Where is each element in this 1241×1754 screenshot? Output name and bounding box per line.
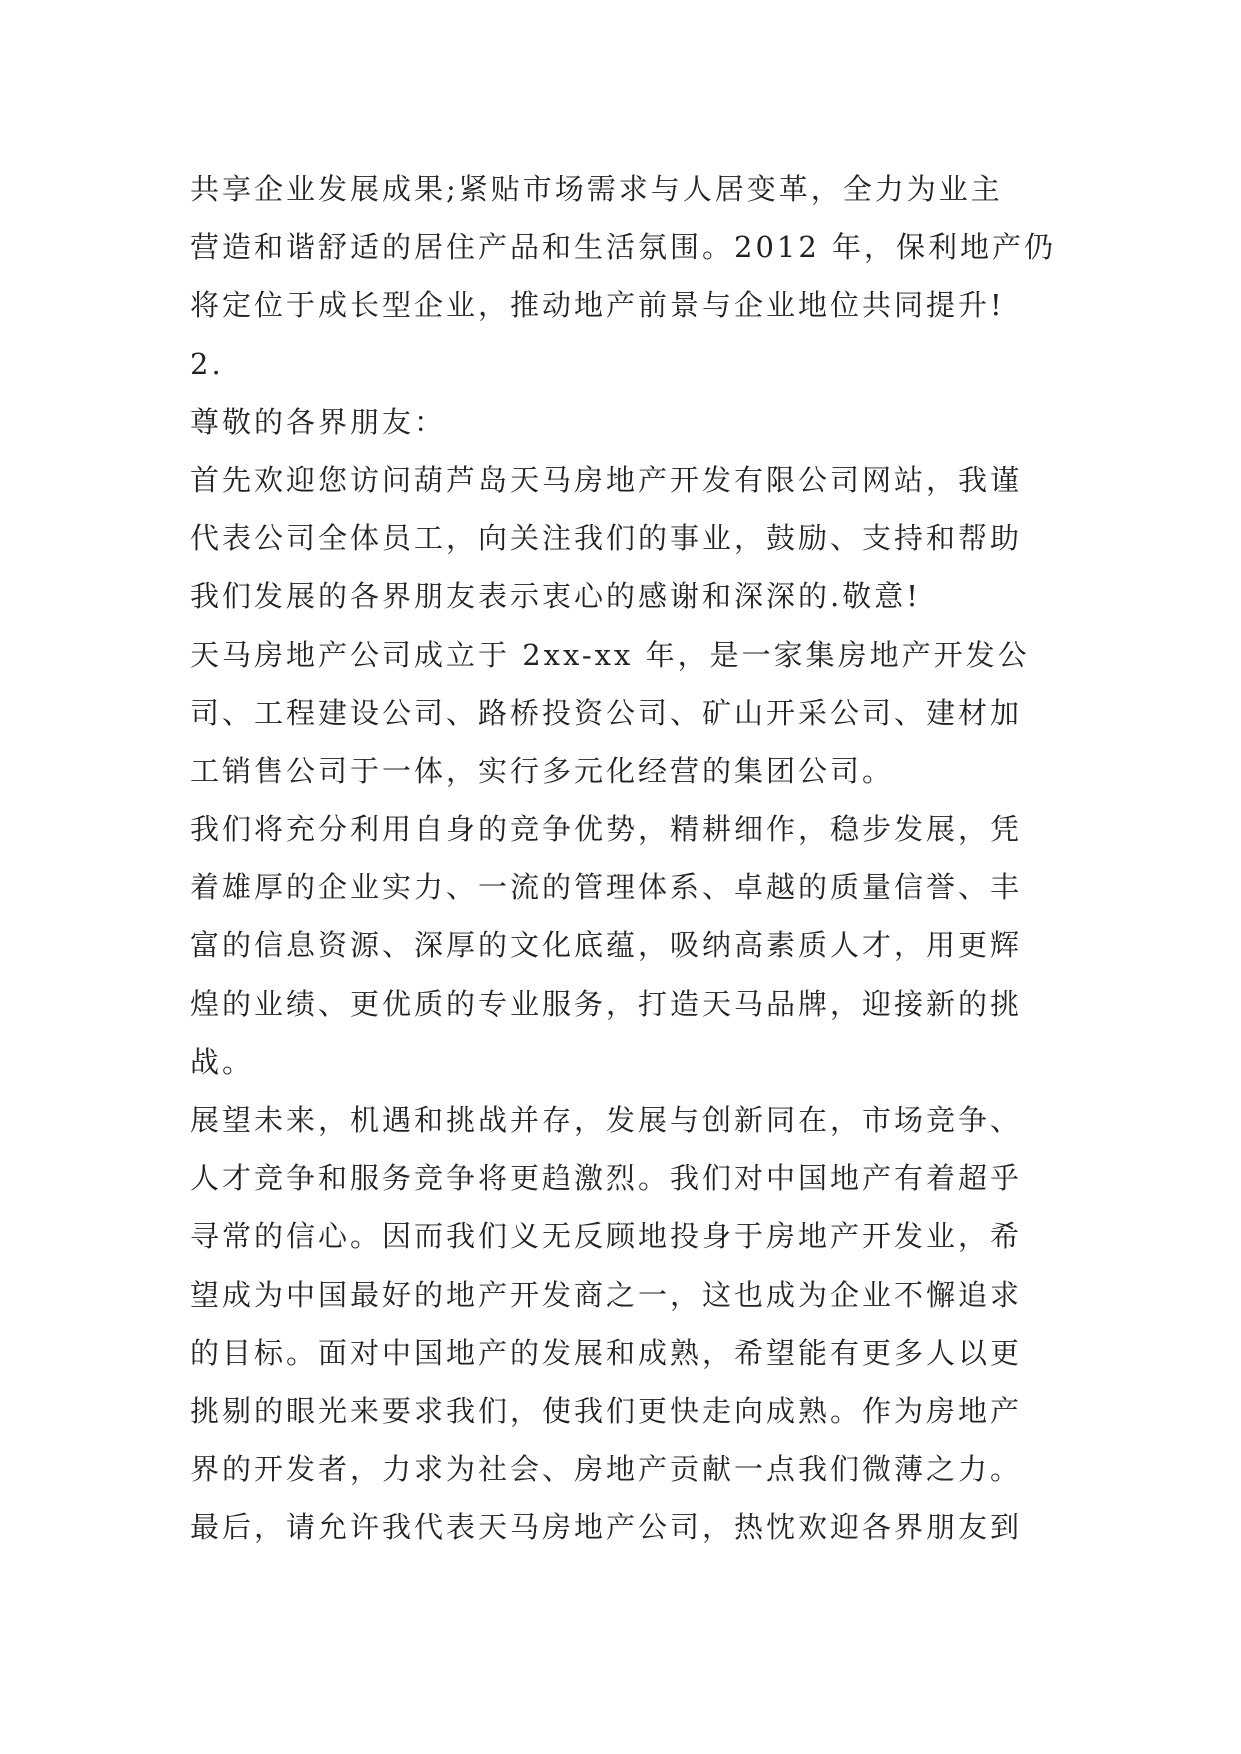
text-line: 煌的业绩、更优质的专业服务，打造天马品牌，迎接新的挑 (190, 986, 1023, 1021)
text-line: 营造和谐舒适的居住产品和生活氛围。2012 年，保利地产仍 (190, 230, 1057, 265)
text-line: 着雄厚的企业实力、一流的管理体系、卓越的质量信誉、丰 (190, 870, 1023, 905)
text-line: 的目标。面对中国地产的发展和成熟，希望能有更多人以更 (190, 1335, 1023, 1370)
text-line: 我们将充分利用自身的竞争优势，精耕细作，稳步发展，凭 (190, 812, 1023, 847)
text-line: 人才竞争和服务竞争将更趋激烈。我们对中国地产有着超乎 (190, 1161, 1023, 1196)
body-text (190, 160, 1090, 1557)
section-number: 2. (190, 346, 224, 381)
text-line: 将定位于成长型企业，推动地产前景与企业地位共同提升! (190, 288, 1005, 323)
text-line: 代表公司全体员工，向关注我们的事业，鼓励、支持和帮助 (190, 521, 1023, 556)
text-line: 共享企业发展成果;紧贴市场需求与人居变革，全力为业主 (190, 172, 1003, 206)
text-line: 富的信息资源、深厚的文化底蕴，吸纳高素质人才，用更辉 (190, 928, 1023, 963)
text-line: 司、工程建设公司、路桥投资公司、矿山开采公司、建材加 (190, 695, 1023, 730)
salutation: 尊敬的各界朋友： (190, 404, 447, 439)
text-line: 工销售公司于一体，实行多元化经营的集团公司。 (190, 753, 895, 788)
text-line: 最后，请允许我代表天马房地产公司，热忱欢迎各界朋友到 (190, 1510, 1023, 1545)
text-line: 挑剔的眼光来要求我们，使我们更快走向成熟。作为房地产 (190, 1393, 1023, 1428)
text-line: 我们发展的各界朋友表示衷心的感谢和深深的.敬意! (190, 579, 921, 614)
text-line: 望成为中国最好的地产开发商之一，这也成为企业不懈追求 (190, 1277, 1023, 1312)
text-line: 战。 (190, 1044, 255, 1079)
text-line: 寻常的信心。因而我们义无反顾地投身于房地产开发业，希 (190, 1219, 1023, 1254)
text-line: 首先欢迎您访问葫芦岛天马房地产开发有限公司网站，我谨 (190, 462, 1023, 497)
text-line: 界的开发者，力求为社会、房地产贡献一点我们微薄之力。 (190, 1452, 1023, 1487)
text-line: 天马房地产公司成立于 2xx-xx 年，是一家集房地产开发公 (190, 637, 1030, 672)
text-line: 展望未来，机遇和挑战并存，发展与创新同在，市场竞争、 (190, 1103, 1023, 1137)
